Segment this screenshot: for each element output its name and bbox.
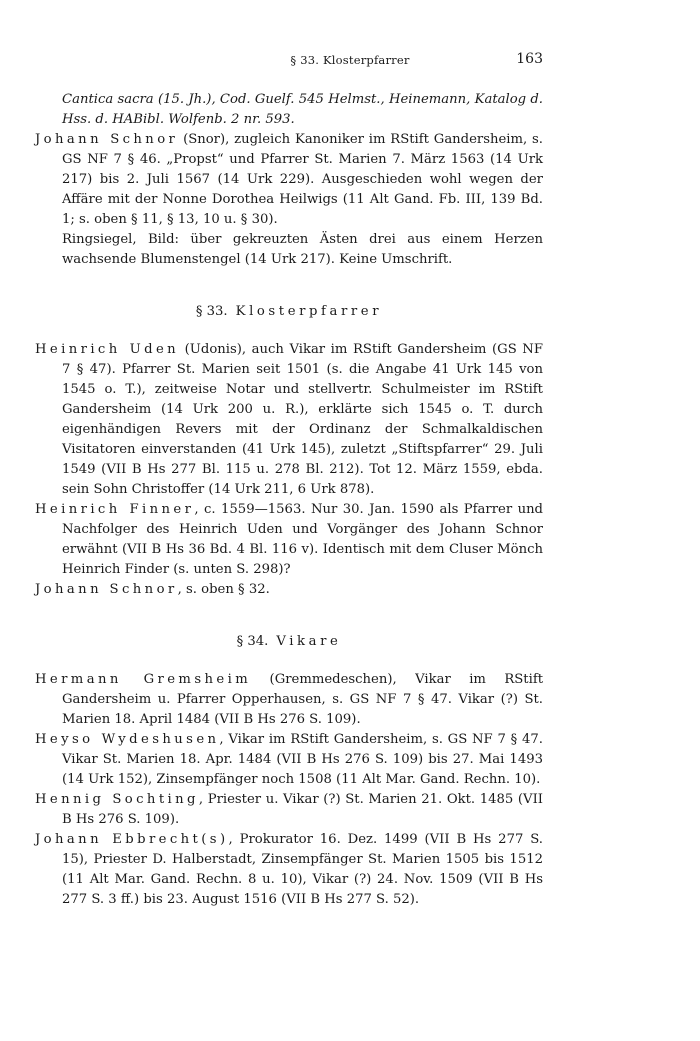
entry-text: , Priester u. Vikar (?) St. Marien 21. Okt. 1485 (VII B Hs 276 S. 109). xyxy=(62,792,544,827)
entry-text: (Gremmedeschen), Vikar im RStift Gandersheim u. Pfarrer Opperhausen, s. GS NF 7 § 47. Vikar (?) St. Marien 18. April 1484 (VII B Hs 276 S. 109). xyxy=(62,672,543,727)
entry xyxy=(35,500,543,580)
section-title: Klosterpfarrer xyxy=(235,304,383,319)
entry-name: Heinrich Uden xyxy=(35,342,180,357)
entry-name: Johann Schnor xyxy=(35,132,179,147)
section-heading xyxy=(35,632,543,652)
entry-name: Heyso Wydeshusen xyxy=(35,732,220,747)
entry xyxy=(35,580,543,600)
section-title: Vikare xyxy=(276,634,342,649)
section-number: § 34. xyxy=(236,634,269,649)
entry-text: (Udonis), auch Vikar im RStift Gandersheim (GS NF 7 § 47). Pfarrer St. Marien seit 1501 (s. die Angabe 41 Urk 145 von 1545 o. T.), zeitweise Notar und stellvertr. Schulmeister im RStift Gandersheim (14 Urk 200 u. R.), erklärte sich 1545 o. T. durch eigenhändigen Revers mit der Ordinanz der Schmalkaldischen Visitatoren einverstanden (41 Urk 145), zuletzt „Stiftspfarrer“ 29. Juli 1549 (VII B Hs 277 Bl. 115 u. 278 Bl. 212). Tot 12. März 1559, ebda. sein Sohn Christoffer (14 Urk 211, 6 Urk 878). xyxy=(62,342,543,497)
entry-name: Hennig Sochting xyxy=(35,792,199,807)
entry-text: (Snor), zugleich Kanoniker im RStift Gandersheim, s. GS NF 7 § 46. „Propst“ und Pfarrer St. Marien 7. März 1563 (14 Urk 217) bis 2. Juli 1567 (14 Urk 229). Ausgeschieden wohl wegen der Affäre mit der Nonne Dorothea Heilwigs (11 Alt Gand. Fb. III, 139 Bd. 1; s. oben § 11, § 13, 10 u. § 30). xyxy=(62,132,543,227)
page-number: 163 xyxy=(516,51,543,67)
entry xyxy=(35,670,543,730)
section-number: § 33. xyxy=(195,304,228,319)
entry-text: , s. oben § 32. xyxy=(177,582,270,597)
running-head xyxy=(0,52,700,72)
entry-text: , Vikar im RStift Gandersheim, s. GS NF 7 § 47. Vikar St. Marien 18. Apr. 1484 (VII B Hs 276 S. 109) bis 27. Mai 1493 (14 Urk 152), Zinsempfänger noch 1508 (11 Alt Mar. Gand. Rechn. 10). xyxy=(62,732,543,787)
entry xyxy=(35,830,543,910)
entry-name: Johann Schnor xyxy=(35,582,178,597)
entry xyxy=(35,730,543,790)
entry-continuation xyxy=(35,90,543,130)
entry-text: Cantica sacra (15. Jh.), Cod. Guelf. 545 Helmst., Heinemann, Katalog d. Hss. d. HABibl. Wolfenb. 2 nr. 593. xyxy=(62,92,543,127)
running-head-title: § 33. Klosterpfarrer xyxy=(290,53,410,67)
entry-text: , Prokurator 16. Dez. 1499 (VII B Hs 277 S. 15), Priester D. Halberstadt, Zinsempfänger St. Marien 1505 bis 1512 (11 Alt Mar. Gand. Rechn. 8 u. 10), Vikar (?) 24. Nov. 1509 (VII B Hs 277 S. 3 ff.) bis 23. August 1516 (VII B Hs 277 S. 52). xyxy=(62,832,543,907)
section-heading xyxy=(35,302,543,322)
entry xyxy=(35,130,543,230)
body-text xyxy=(35,90,543,910)
entry xyxy=(35,340,543,500)
entry-name: Heinrich Finner xyxy=(35,502,195,517)
entry xyxy=(35,790,543,830)
entry-name: Hermann Gremsheim xyxy=(35,672,252,687)
entry-text: , c. 1559—1563. Nur 30. Jan. 1590 als Pfarrer und Nachfolger des Heinrich Uden und Vorgänger des Johann Schnor erwähnt (VII B Hs 36 Bd. 4 Bl. 116 v). Identisch mit dem Cluser Mönch Heinrich Finder (s. unten S. 298)? xyxy=(62,502,544,577)
entry-name: Johann Ebbrecht(s) xyxy=(35,832,229,847)
seal-note: Ringsiegel, Bild: über gekreuzten Ästen drei aus einem Herzen wachsende Blumenstengel (14 Urk 217). Keine Umschrift. xyxy=(62,232,543,267)
